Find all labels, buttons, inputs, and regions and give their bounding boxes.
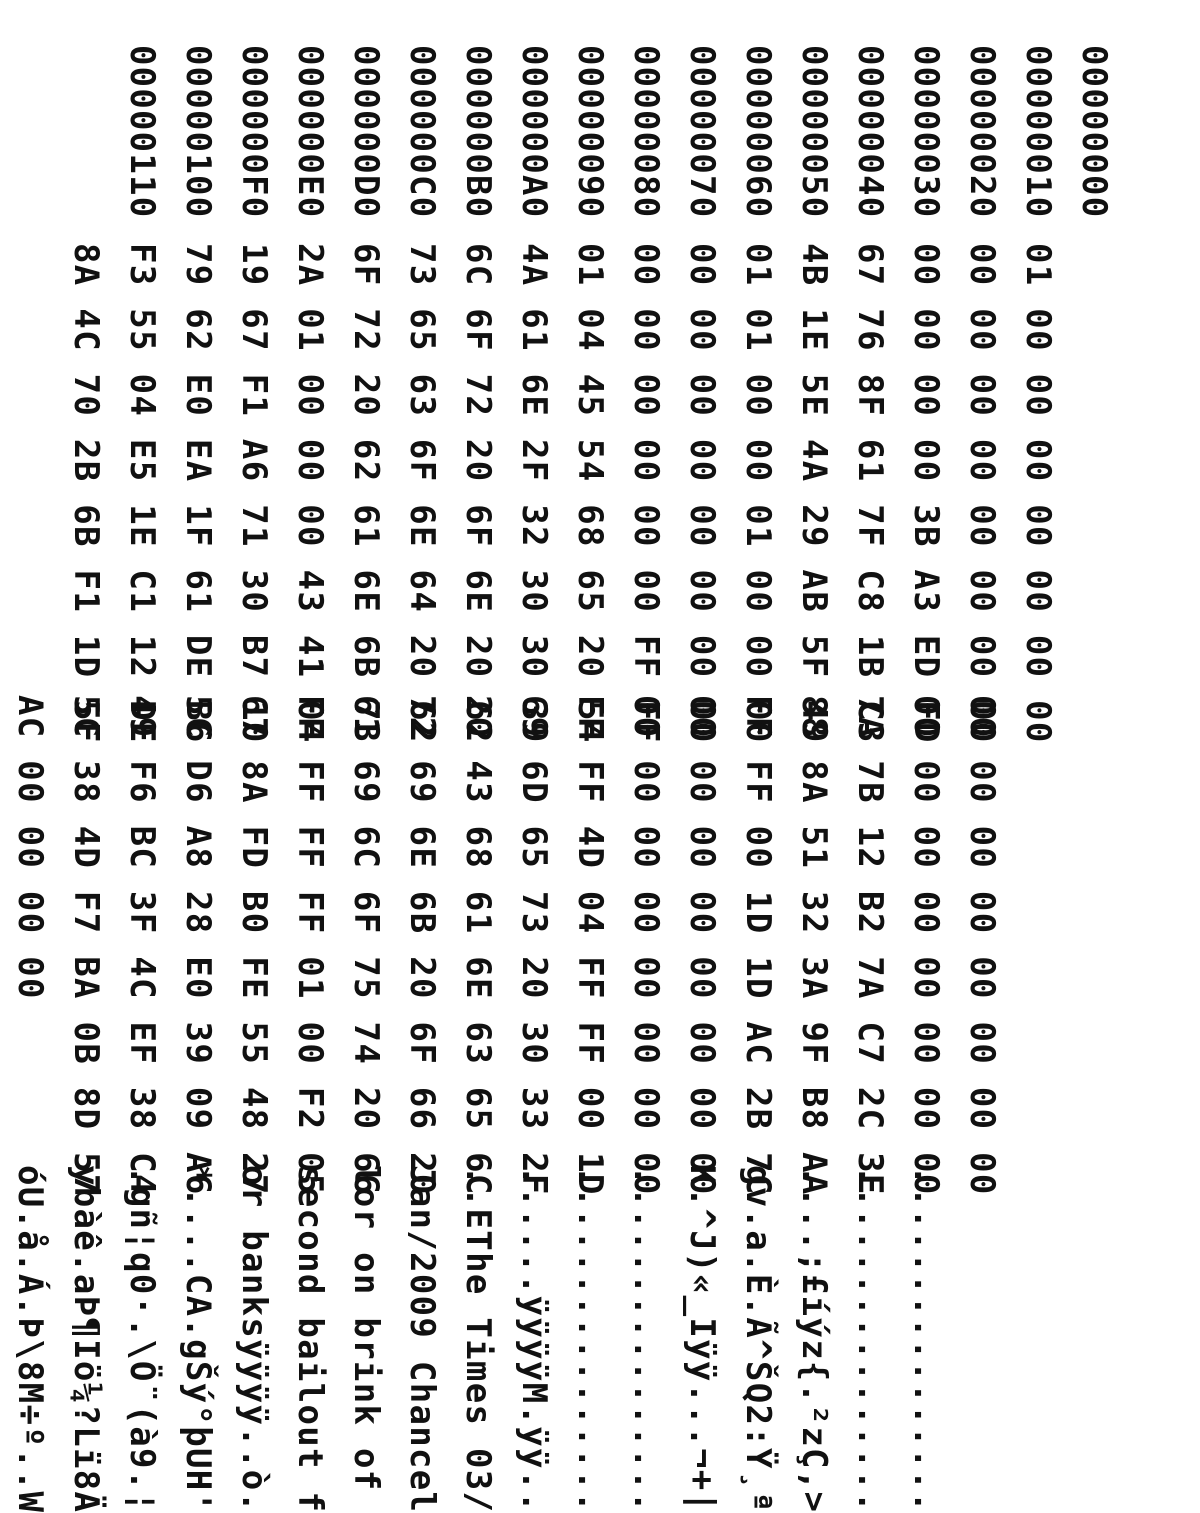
row-offset: 00000080 — [626, 45, 666, 219]
row-bytes-group-1: 4B 1E 5E 4A 29 AB 5F 49 — [794, 243, 834, 744]
row-offset: 00000040 — [850, 45, 890, 219]
row-bytes-group-2: 00 00 00 00 00 00 00 00 — [682, 695, 722, 1196]
row-ascii: K.^J)«_Iÿÿ...¬+| — [682, 1165, 722, 1513]
row-bytes-group-1: 6C 6F 72 20 6F 6E 20 62 — [458, 243, 498, 744]
row-bytes-group-2: 5C D6 A8 28 E0 39 09 A6 — [178, 695, 218, 1196]
row-ascii: ................ — [570, 1165, 610, 1513]
row-ascii: óU.å.Á.Þ\8M÷º..W — [10, 1165, 50, 1513]
row-ascii: ....;£íýz{.²zÇ,> — [794, 1165, 834, 1513]
row-offset: 00000090 — [570, 45, 610, 219]
row-bytes-group-1: 00 00 00 00 00 00 00 00 — [682, 243, 722, 744]
row-bytes-group-1: 00 00 00 00 3B A3 ED FD — [906, 243, 946, 744]
row-ascii: second bailout f — [290, 1165, 330, 1513]
row-bytes-group-1: F3 55 04 E5 1E C1 12 DE — [122, 243, 162, 744]
row-bytes-group-2: 49 F6 BC 3F 4C EF 38 C4 — [122, 695, 162, 1196]
row-bytes-group-2: 88 8A 51 32 3A 9F B8 AA — [794, 695, 834, 1196]
row-offset: 00000020 — [962, 45, 1002, 219]
row-bytes-group-2: 00 00 00 00 00 00 00 00 — [906, 695, 946, 1196]
row-offset: 00000010 — [1018, 45, 1058, 219]
row-offset: 000000F0 — [234, 45, 274, 219]
row-bytes-group-2: 00 00 00 00 00 00 00 00 — [962, 695, 1002, 1196]
row-offset: 000000D0 — [346, 45, 386, 219]
row-bytes-group-2: 61 69 6C 6F 75 74 20 66 — [346, 695, 386, 1196]
row-ascii: or banksÿÿÿÿ..ò. — [234, 1165, 274, 1513]
row-bytes-group-2: 7A 7B 12 B2 7A C7 2C 3E — [850, 695, 890, 1196]
row-bytes-group-2: 20 43 68 61 6E 63 65 6C — [458, 695, 498, 1196]
row-offset: 00000070 — [682, 45, 722, 219]
row-bytes-group-1: 2A 01 00 00 00 43 41 04 — [290, 243, 330, 744]
row-bytes-group-1: 6F 72 20 62 61 6E 6B 73 — [346, 243, 386, 744]
row-offset: 000000A0 — [514, 45, 554, 219]
row-bytes-group-2: 5C 38 4D F7 BA 0B 8D 57 — [66, 695, 106, 1196]
row-ascii: ......ÿÿÿÿM.ÿÿ.. — [514, 1165, 554, 1513]
row-offset: 00000060 — [738, 45, 778, 219]
row-bytes-group-2: 00 00 00 00 00 00 00 00 — [626, 695, 666, 1196]
row-bytes-group-2: FF FF 4D 04 FF FF 00 1D — [570, 695, 610, 1196]
row-bytes-group-2: FF FF FF FF 01 00 F2 05 — [290, 695, 330, 1196]
row-bytes-group-2: 72 69 6E 6B 20 6F 66 20 — [402, 695, 442, 1196]
row-offset: 00000030 — [906, 45, 946, 219]
row-ascii: ..EThe Times 03/ — [458, 1165, 498, 1513]
row-ascii: Jan/2009 Chancel — [402, 1165, 442, 1513]
row-bytes-group-1: 19 67 F1 A6 71 30 B7 10 — [234, 243, 274, 744]
row-bytes-group-2: FF FF 00 1D 1D AC 2B 7C — [738, 695, 778, 1196]
row-bytes-group-1: 79 62 E0 EA 1F 61 DE B6 — [178, 243, 218, 744]
row-bytes-group-1: 00 00 00 00 00 00 00 00 — [962, 243, 1002, 744]
row-bytes-group-2: AC 00 00 00 00 — [10, 695, 50, 1000]
row-ascii: ................ — [850, 1165, 890, 1513]
row-ascii: *....CA.gŠý°þUH' — [178, 1165, 218, 1513]
row-ascii — [0, 1165, 2, 1448]
row-offset: 00000100 — [178, 45, 218, 219]
row-bytes-group-1: 00 00 00 00 00 00 FF FF — [626, 243, 666, 744]
row-offset: 000000C0 — [402, 45, 442, 219]
row-ascii: ................ — [906, 1165, 946, 1513]
row-bytes-group-1: 01 04 45 54 68 65 20 54 — [570, 243, 610, 744]
row-bytes-group-1: 01 00 00 00 00 00 00 00 — [1018, 243, 1058, 744]
row-bytes-group-2: 69 6D 65 73 20 30 33 2F — [514, 695, 554, 1196]
row-ascii: ................ — [626, 1165, 666, 1513]
row-bytes-group-1: 73 65 63 6F 6E 64 20 62 — [402, 243, 442, 744]
row-ascii: .gñ¦q0·.\Ö¨(à9.¦ — [122, 1165, 162, 1513]
row-offset: 000000B0 — [458, 45, 498, 219]
row-offset: 000000E0 — [290, 45, 330, 219]
row-bytes-group-1: 67 76 8F 61 7F C8 1B C3 — [850, 243, 890, 744]
row-bytes-group-1: 4A 61 6E 2F 32 30 30 39 — [514, 243, 554, 744]
row-bytes-group-1: 01 01 00 00 01 00 00 00 — [738, 243, 778, 744]
row-bytes-group-2: 67 8A FD B0 FE 55 48 27 — [234, 695, 274, 1196]
row-ascii: ybàê.aÞ¶Iö¼?Lï8Ä — [66, 1165, 106, 1513]
row-ascii: lor on brink of — [346, 1165, 386, 1513]
row-bytes-group-1: 8A 4C 70 2B 6B F1 1D 5F — [66, 243, 106, 744]
row-offset: 00000050 — [794, 45, 834, 219]
row-offset: 00000000 — [1074, 45, 1114, 219]
row-ascii: gv.a.È.Ã^ŠQ2:Ÿ¸ª — [738, 1165, 778, 1513]
row-offset: 00000110 — [122, 45, 162, 219]
